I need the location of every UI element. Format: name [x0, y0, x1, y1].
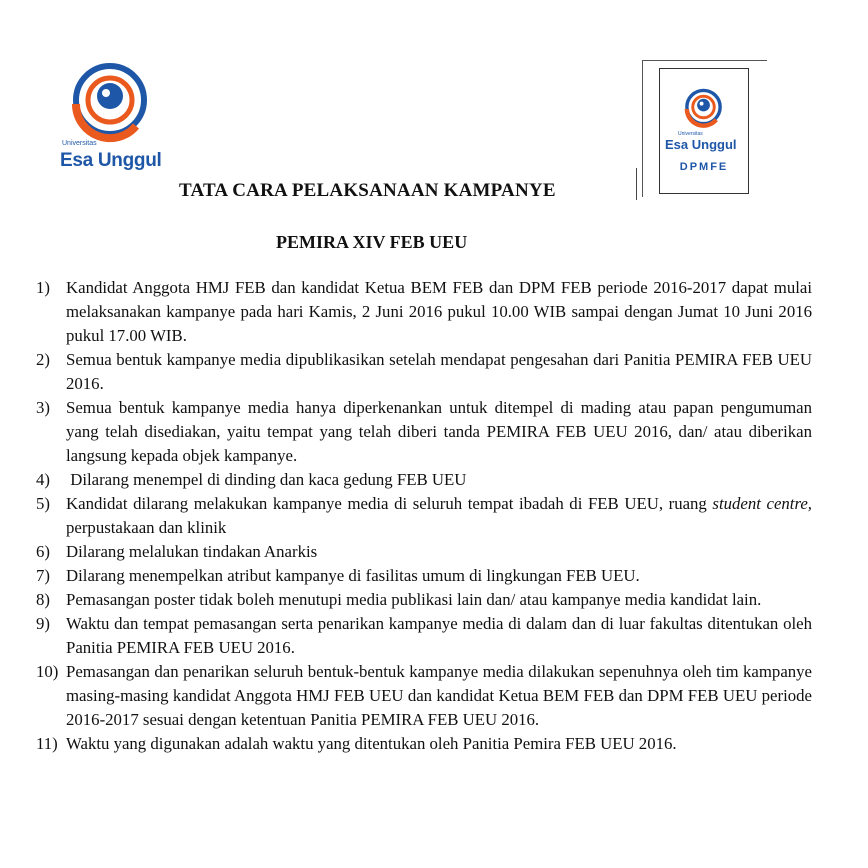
logo-left-brand-text: Esa Unggul [60, 150, 162, 171]
page-title: TATA CARA PELAKSANAAN KAMPANYE [179, 180, 556, 201]
list-number: 10) [36, 662, 59, 681]
list-item [36, 588, 812, 612]
list-text-italic: student centre, [712, 494, 812, 513]
dpmfe-logo [659, 68, 749, 194]
list-text-part: perpustakaan dan klinik [66, 518, 227, 537]
list-text: Dilarang menempel di dinding dan kaca gedung FEB UEU [66, 470, 467, 489]
list-item [36, 660, 812, 732]
list-item [36, 612, 812, 660]
logo-right-small-text: Universitas [678, 131, 703, 137]
list-text: Semua bentuk kampanye media dipublikasikan setelah mendapat pengesahan dari Panitia PEMIRA FEB UEU 2016. [66, 350, 812, 393]
list-item [36, 348, 812, 396]
list-item [36, 540, 812, 564]
list-number: 7) [36, 566, 50, 585]
list-text: Pemasangan dan penarikan seluruh bentuk-bentuk kampanye media dilakukan sepenuhnya oleh tim kampanye masing-masing kandidat Anggota HMJ FEB UEU dan kandidat Ketua BEM FEB dan DPM FEB UEU periode 2016-2017 sesuai dengan ketentuan Panitia PEMIRA FEB UEU 2016. [66, 662, 812, 729]
list-number: 9) [36, 614, 50, 633]
esa-unggul-emblem-icon [682, 87, 726, 129]
page-subtitle: PEMIRA XIV FEB UEU [276, 232, 468, 252]
list-item [36, 732, 812, 756]
list-number: 11) [36, 734, 58, 753]
rules-list [36, 276, 812, 756]
list-text-part: Kandidat dilarang melakukan kampanye media di seluruh tempat ibadah di FEB UEU, ruang [66, 494, 713, 513]
logo-right-brand-text: Esa Unggul [665, 137, 737, 152]
list-number: 3) [36, 398, 50, 417]
list-text: Waktu dan tempat pemasangan serta penarikan kampanye media di dalam dan di luar fakultas ditentukan oleh Panitia PEMIRA FEB UEU 2016. [66, 614, 812, 657]
list-number: 8) [36, 590, 50, 609]
esa-unggul-emblem-icon [66, 60, 156, 144]
list-number: 2) [36, 350, 50, 369]
list-item [36, 492, 812, 540]
list-text: Waktu yang digunakan adalah waktu yang ditentukan oleh Panitia Pemira FEB UEU 2016. [66, 734, 677, 753]
list-number: 6) [36, 542, 50, 561]
list-item [36, 564, 812, 588]
list-number: 5) [36, 494, 50, 513]
list-text: Dilarang menempelkan atribut kampanye di fasilitas umum di lingkungan FEB UEU. [66, 566, 640, 585]
list-item [36, 468, 812, 492]
list-text: Kandidat Anggota HMJ FEB dan kandidat Ketua BEM FEB dan DPM FEB periode 2016-2017 dapat mulai melaksanakan kampanye pada hari Kamis, 2 Juni 2016 pukul 10.00 WIB sampai dengan Jumat 10 Juni 2016 pukul 17.00 WIB. [66, 278, 812, 345]
list-text: Semua bentuk kampanye media hanya diperkenankan untuk ditempel di mading atau papan pengumuman yang telah disediakan, yaitu tempat yang telah diberi tanda PEMIRA FEB UEU 2016, dan/ atau diberikan langsung kepada objek kampanye. [66, 398, 812, 465]
divider-line [636, 168, 637, 200]
list-text [66, 492, 812, 540]
list-item [36, 276, 812, 348]
logo-right-sub-text: DPMFE [679, 161, 729, 173]
list-item [36, 396, 812, 468]
list-text: Dilarang melalukan tindakan Anarkis [66, 542, 318, 561]
logo-left-small-text: Universitas [62, 140, 97, 147]
list-number: 4) [36, 470, 50, 489]
list-text: Pemasangan poster tidak boleh menutupi media publikasi lain dan/ atau kampanye media kandidat lain. [66, 590, 762, 609]
list-number: 1) [36, 278, 50, 297]
